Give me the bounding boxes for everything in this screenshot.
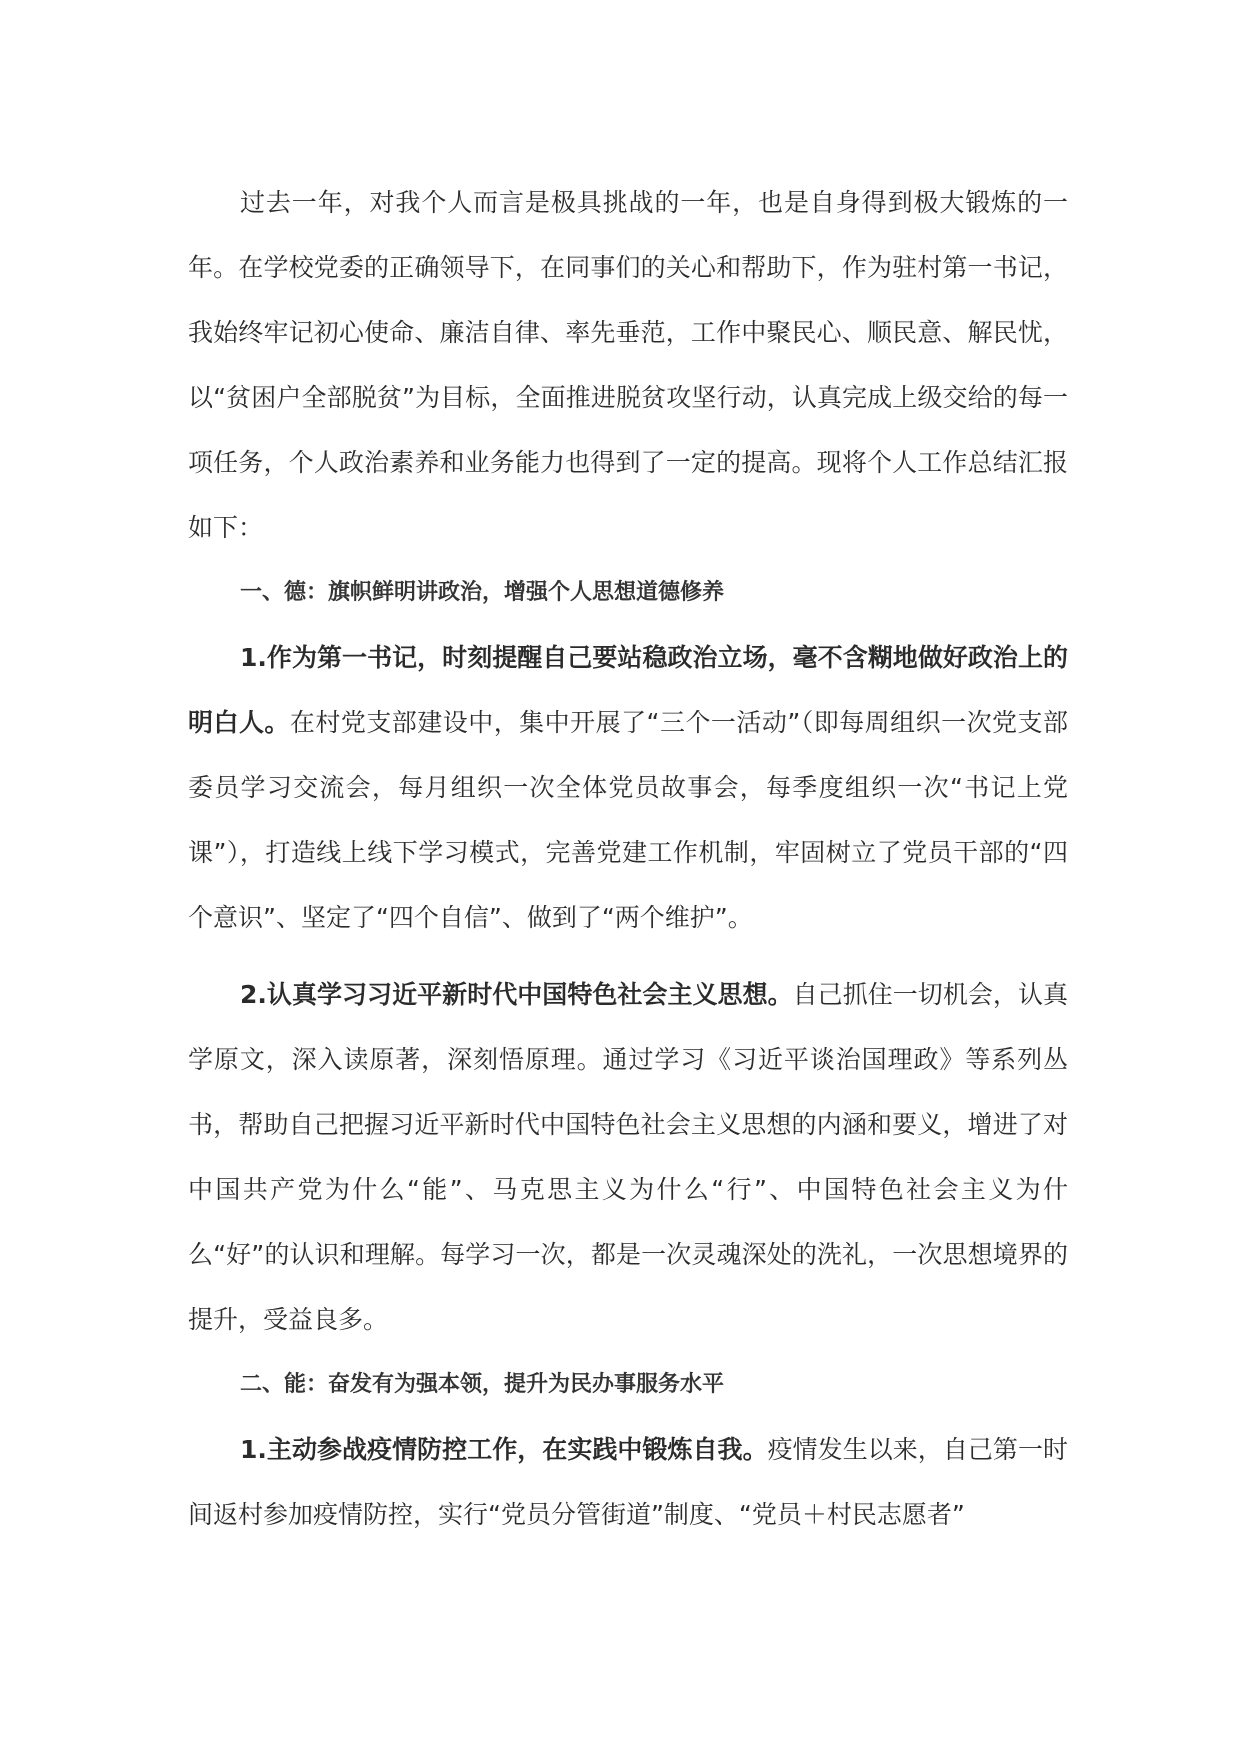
item-2-1-lead: 1.主动参战疫情防控工作，在实践中锻炼自我。 xyxy=(240,1435,768,1464)
item-1-2-body: 自己抓住一切机会，认真学原文，深入读原著，深刻悟原理。通过学习《习近平谈治国理政》等系列丛书，帮助自己把握习近平新时代中国特色社会主义思想的内涵和要义，增进了对中国共产党为什么“能”、马克思主义为什么“行”、中国特色社会主义为什么“好”的认识和理解。每学习一次，都是一次灵魂深处的洗礼，一次思想境界的提升，受益良多。 xyxy=(188,980,1068,1334)
section-heading-2: 二、能：奋发有为强本领，提升为民办事服务水平 xyxy=(240,1372,725,1397)
item-1-1-lead: 1.作为第一书记，时刻提醒自己要站稳政治立场，毫不含糊地做好政治上的明白人。 xyxy=(188,643,1068,737)
intro-paragraph: 过去一年，对我个人而言是极具挑战的一年，也是自身得到极大锻炼的一年。在学校党委的正确领导下，在同事们的关心和帮助下，作为驻村第一书记，我始终牢记初心使命、廉洁自律、率先垂范，工作中聚民心、顺民意、解民忧，以“贫困户全部脱贫”为目标，全面推进脱贫攻坚行动，认真完成上级交给的每一项任务，个人政治素养和业务能力也得到了一定的提高。现将个人工作总结汇报如下： xyxy=(188,188,1068,542)
item-1-1-body: 在村党支部建设中，集中开展了“三个一活动”（即每周组织一次党支部委员学习交流会，每月组织一次全体党员故事会，每季度组织一次“书记上党课”），打造线上线下学习模式，完善党建工作机制，牢固树立了党员干部的“四个意识”、坚定了“四个自信”、做到了“两个维护”。 xyxy=(188,708,1068,932)
item-1-2-lead: 2.认真学习习近平新时代中国特色社会主义思想。 xyxy=(240,980,793,1009)
item-2-1-paragraph xyxy=(188,1417,1068,1547)
section-heading-1: 一、德：旗帜鲜明讲政治，增强个人思想道德修养 xyxy=(240,580,725,605)
item-1-1-paragraph xyxy=(188,625,1068,950)
item-2-1-body: 疫情发生以来，自己第一时间返村参加疫情防控，实行“党员分管街道”制度、“党员＋村民志愿者” xyxy=(188,1435,1068,1529)
item-1-2-paragraph xyxy=(188,962,1068,1352)
document-page xyxy=(188,170,1068,1547)
